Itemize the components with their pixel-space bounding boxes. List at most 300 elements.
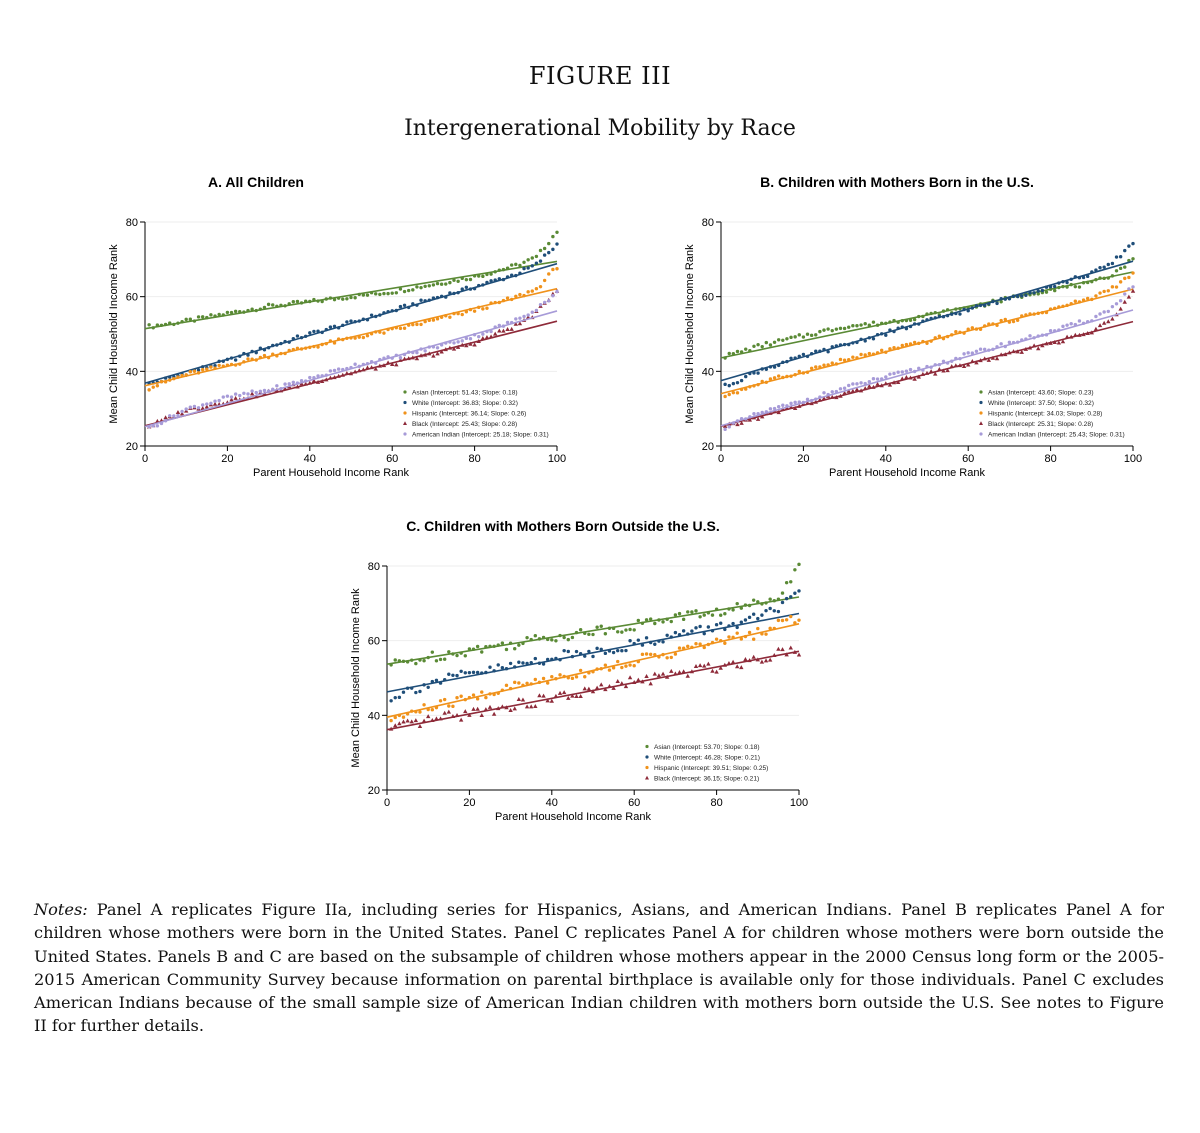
point-black [1106,319,1110,323]
point-white [465,286,468,289]
point-asian [423,285,426,288]
point-american_indian [238,394,241,397]
point-black [1098,323,1102,327]
panel-b-chart [676,168,1146,478]
point-american_indian [789,402,792,405]
point-american_indian [1119,299,1122,302]
x-tick-label: 40 [879,453,892,465]
point-american_indian [213,399,216,402]
point-hispanic [1045,311,1048,314]
point-asian [398,659,401,662]
point-asian [514,263,517,266]
point-american_indian [999,342,1002,345]
point-white [422,683,425,686]
point-hispanic [538,681,541,684]
point-american_indian [822,391,825,394]
legend-marker-asian [645,745,648,748]
point-hispanic [595,667,598,670]
point-white [719,622,722,625]
point-american_indian [831,390,834,393]
point-white [275,343,278,346]
point-american_indian [502,324,505,327]
point-asian [868,324,871,327]
point-hispanic [506,296,509,299]
point-white [967,309,970,312]
point-white [1119,255,1122,258]
point-asian [226,311,229,314]
point-hispanic [670,656,673,659]
point-white [744,618,747,621]
point-white [320,331,323,334]
point-hispanic [880,349,883,352]
point-white [789,357,792,360]
point-american_indian [147,425,150,428]
point-asian [756,343,759,346]
point-american_indian [892,372,895,375]
point-black [669,669,673,673]
point-asian [464,654,467,657]
point-american_indian [518,316,521,319]
legend-marker-hispanic [403,411,406,414]
point-hispanic [513,681,516,684]
point-asian [864,322,867,325]
point-white [562,649,565,652]
point-hispanic [189,370,192,373]
point-american_indian [913,370,916,373]
point-white [452,292,455,295]
point-hispanic [806,371,809,374]
point-asian [489,272,492,275]
point-hispanic [205,367,208,370]
point-american_indian [1115,302,1118,305]
point-white [975,304,978,307]
point-white [983,304,986,307]
point-hispanic [1065,304,1068,307]
point-asian [740,606,743,609]
point-hispanic [707,643,710,646]
point-white [444,295,447,298]
point-american_indian [267,389,270,392]
point-american_indian [222,395,225,398]
point-white [263,348,266,351]
point-asian [682,618,685,621]
x-tick-label: 60 [386,453,399,465]
point-white [921,320,924,323]
point-american_indian [279,387,282,390]
point-american_indian [168,414,171,417]
point-hispanic [624,664,627,667]
point-american_indian [543,301,546,304]
point-asian [320,300,323,303]
point-asian [349,296,352,299]
point-asian [213,314,216,317]
point-hispanic [469,308,472,311]
point-white [550,658,553,661]
point-hispanic [535,287,538,290]
point-asian [698,615,701,618]
point-hispanic [872,353,875,356]
point-black [681,669,685,673]
point-white [645,636,648,639]
point-american_indian [761,411,764,414]
point-asian [292,300,295,303]
point-hispanic [238,362,241,365]
point-white [502,278,505,281]
point-asian [608,627,611,630]
point-hispanic [337,337,340,340]
legend-label-american_indian: American Indian (Intercept: 25.43; Slope: 0.31) [988,431,1125,439]
point-white [312,330,315,333]
point-american_indian [296,381,299,384]
point-white [427,686,430,689]
point-hispanic [1111,285,1114,288]
point-asian [798,333,801,336]
point-hispanic [905,343,908,346]
point-asian [461,277,464,280]
legend-label-black: Black (Intercept: 36.15; Slope: 0.21) [654,775,760,783]
point-white [797,589,800,592]
point-asian [259,307,262,310]
point-white [480,671,483,674]
point-white [431,680,434,683]
point-asian [587,633,590,636]
point-black [447,710,451,714]
point-white [217,360,220,363]
point-asian [448,281,451,284]
point-asian [752,345,755,348]
point-white [494,278,497,281]
point-asian [205,316,208,319]
point-black [599,682,603,686]
point-white [304,335,307,338]
point-white [378,313,381,316]
point-american_indian [851,382,854,385]
point-white [1115,255,1118,258]
point-asian [1098,276,1101,279]
legend-label-american_indian: American Indian (Intercept: 25.18; Slope: 0.31) [412,431,549,439]
point-hispanic [1094,294,1097,297]
point-asian [246,309,249,312]
point-american_indian [391,356,394,359]
point-white [736,381,739,384]
point-white [752,613,755,616]
panel-title: C. Children with Mothers Born Outside the U.S. [406,518,720,534]
point-asian [452,279,455,282]
point-hispanic [222,365,225,368]
point-asian [418,658,421,661]
point-asian [637,619,640,622]
point-asian [329,296,332,299]
y-tick-label: 60 [701,291,714,304]
point-white [439,681,442,684]
point-black [438,716,442,720]
point-asian [378,293,381,296]
point-asian [728,352,731,355]
point-white [283,340,286,343]
point-white [531,264,534,267]
point-asian [168,321,171,324]
point-american_indian [1024,337,1027,340]
point-asian [394,658,397,661]
point-american_indian [477,335,480,338]
point-hispanic [884,351,887,354]
point-american_indian [345,367,348,370]
point-hispanic [531,289,534,292]
point-white [703,632,706,635]
point-white [443,678,446,681]
point-hispanic [934,336,937,339]
point-asian [896,321,899,324]
point-hispanic [723,395,726,398]
point-american_indian [263,389,266,392]
point-hispanic [608,668,611,671]
point-hispanic [1008,320,1011,323]
point-hispanic [921,340,924,343]
point-asian [407,289,410,292]
point-hispanic [785,618,788,621]
point-hispanic [526,290,529,293]
point-asian [506,266,509,269]
point-hispanic [1074,300,1077,303]
point-black [686,674,690,678]
point-hispanic [498,301,501,304]
point-white [1111,262,1114,265]
point-hispanic [769,377,772,380]
point-asian [250,308,253,311]
point-asian [748,349,751,352]
point-white [686,632,689,635]
point-american_indian [329,369,332,372]
point-white [501,666,504,669]
point-hispanic [296,347,299,350]
point-white [740,379,743,382]
point-hispanic [480,690,483,693]
point-white [197,368,200,371]
point-hispanic [958,331,961,334]
point-american_indian [444,341,447,344]
point-hispanic [756,383,759,386]
point-black [434,716,438,720]
point-american_indian [855,382,858,385]
point-white [744,375,747,378]
point-black [620,681,624,685]
point-american_indian [374,361,377,364]
point-hispanic [645,652,648,655]
point-hispanic [864,353,867,356]
point-asian [818,330,821,333]
point-black [735,664,739,668]
point-american_indian [217,399,220,402]
legend-marker-white [979,401,982,404]
point-white [1057,281,1060,284]
legend-marker-black [403,421,407,425]
x-tick-label: 40 [545,797,558,809]
point-black [393,723,397,727]
point-asian [736,602,739,605]
legend-label-hispanic: Hispanic (Intercept: 39.51; Slope: 0.25) [654,764,769,772]
point-american_indian [349,366,352,369]
point-asian [501,641,504,644]
point-hispanic [1098,291,1101,294]
point-asian [345,297,348,300]
point-black [644,674,648,678]
point-black [706,662,710,666]
point-white [781,361,784,364]
point-hispanic [686,645,689,648]
point-hispanic [855,356,858,359]
point-black [780,647,784,651]
point-white [411,302,414,305]
point-american_indian [292,381,295,384]
point-hispanic [1057,305,1060,308]
point-hispanic [1123,277,1126,280]
point-asian [777,338,780,341]
point-asian [522,261,525,264]
point-asian [477,274,480,277]
legend-label-asian: Asian (Intercept: 53.70; Slope: 0.18) [654,743,760,751]
point-hispanic [329,339,332,342]
point-hispanic [731,636,734,639]
point-white [1074,275,1077,278]
point-hispanic [991,322,994,325]
point-american_indian [539,303,542,306]
y-tick-label: 40 [701,366,714,379]
point-asian [494,270,497,273]
point-hispanic [851,356,854,359]
point-white [690,629,693,632]
point-hispanic [781,619,784,622]
point-asian [304,300,307,303]
point-asian [872,320,875,323]
point-white [366,318,369,321]
point-asian [255,309,258,312]
point-american_indian [1020,338,1023,341]
point-asian [653,622,656,625]
point-asian [312,298,315,301]
point-black [566,696,570,700]
point-asian [456,280,459,283]
point-american_indian [723,428,726,431]
point-asian [554,639,557,642]
point-white [476,671,479,674]
point-white [1016,295,1019,298]
point-hispanic [362,336,365,339]
point-american_indian [781,404,784,407]
point-white [748,616,751,619]
point-american_indian [370,360,373,363]
point-american_indian [925,365,928,368]
point-white [554,657,557,660]
point-asian [333,298,336,301]
point-hispanic [558,673,561,676]
point-asian [197,315,200,318]
point-american_indian [547,299,550,302]
point-white [497,663,500,666]
point-white [756,371,759,374]
point-white [587,650,590,653]
point-black [517,697,521,701]
point-white [242,352,245,355]
point-hispanic [407,323,410,326]
point-american_indian [205,402,208,405]
point-hispanic [378,330,381,333]
point-hispanic [468,696,471,699]
point-hispanic [773,376,776,379]
point-hispanic [180,374,183,377]
point-hispanic [403,327,406,330]
point-hispanic [999,319,1002,322]
point-white [1028,291,1031,294]
point-hispanic [349,336,352,339]
point-american_indian [485,330,488,333]
point-black [505,327,509,331]
point-asian [876,324,879,327]
point-american_indian [275,384,278,387]
point-asian [395,291,398,294]
point-hispanic [415,323,418,326]
point-hispanic [748,385,751,388]
point-hispanic [156,384,159,387]
point-black [587,687,591,691]
point-asian [769,343,772,346]
y-tick-label: 40 [367,710,380,723]
point-hispanic [502,299,505,302]
point-white [534,657,537,660]
point-black [463,709,467,713]
point-asian [440,282,443,285]
point-asian [513,647,516,650]
point-american_indian [415,351,418,354]
point-white [1082,276,1085,279]
point-asian [764,601,767,604]
point-asian [316,299,319,302]
legend-label-black: Black (Intercept: 25.31; Slope: 0.28) [988,420,1094,428]
point-asian [353,296,356,299]
point-hispanic [661,653,664,656]
legend-marker-black [645,776,649,780]
point-asian [444,282,447,285]
point-american_indian [465,337,468,340]
point-asian [230,311,233,314]
point-hispanic [1090,298,1093,301]
point-hispanic [402,715,405,718]
point-hispanic [567,676,570,679]
point-white [226,358,229,361]
point-hispanic [1115,285,1118,288]
point-asian [492,645,495,648]
legend-marker-american_indian [979,432,982,435]
point-white [653,643,656,646]
point-black [727,661,731,665]
point-white [164,376,167,379]
point-white [987,302,990,305]
point-white [551,248,554,251]
point-hispanic [517,681,520,684]
point-hispanic [382,331,385,334]
point-american_indian [921,368,924,371]
point-american_indian [1107,310,1110,313]
point-white [423,299,426,302]
point-american_indian [1045,333,1048,336]
point-black [513,706,517,710]
point-hispanic [756,627,759,630]
point-black [900,376,904,380]
point-american_indian [353,363,356,366]
point-white [864,339,867,342]
point-black [492,712,496,716]
point-hispanic [765,381,768,384]
point-hispanic [389,719,392,722]
